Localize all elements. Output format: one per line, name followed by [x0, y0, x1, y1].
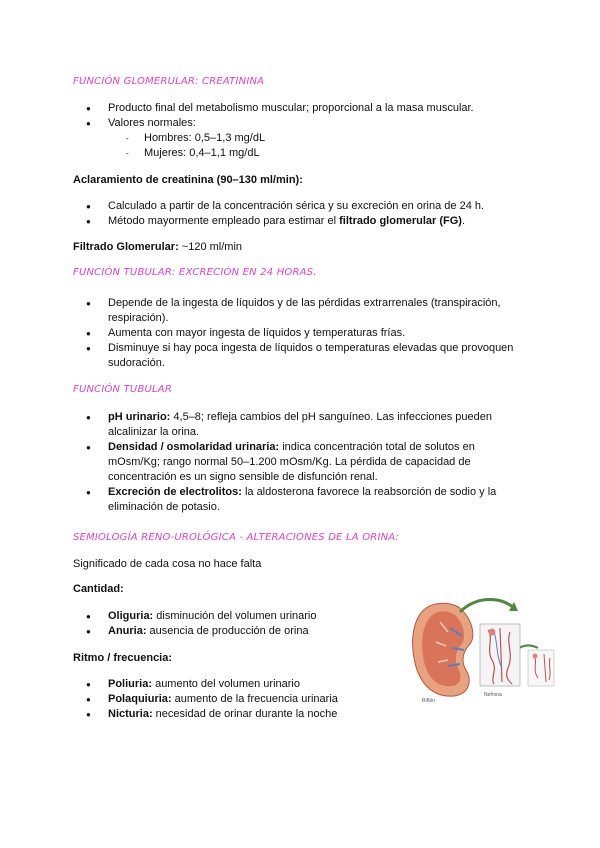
list-item	[86, 341, 513, 371]
list-item-bold: filtrado glomerular (FG)	[339, 215, 462, 227]
nephron-icon	[480, 624, 520, 686]
list-item	[86, 116, 474, 161]
sublist-item: - Hombres: 0,5–1,3 mg/dL	[126, 131, 474, 146]
fg-line	[73, 241, 242, 253]
list-item-bold: Poliuria:	[108, 678, 153, 690]
list-item-text: la aldosterona favorece la reabsorción de sodio y la	[241, 486, 497, 498]
fg-label: Filtrado Glomerular:	[73, 241, 179, 253]
list-item	[86, 485, 496, 515]
list-item-text: mOsm/Kg; rango normal 50–1.200 mOsm/Kg. La pérdida de capacidad de	[108, 456, 471, 468]
list-item	[86, 410, 496, 440]
list-cantidad	[86, 609, 316, 639]
list-item: ● Aumenta con mayor ingesta de líquidos y temperaturas frías.	[86, 326, 513, 341]
heading-tubular-24h: FUNCIÓN TUBULAR: EXCRECIÓN EN 24 HORAS.	[73, 267, 317, 278]
list-ritmo	[86, 677, 338, 722]
list-item-text: Depende de la ingesta de líquidos y de las pérdidas extrarrenales (transpiración,	[108, 297, 501, 309]
list-item	[86, 707, 338, 722]
list-item-bold: pH urinario:	[108, 411, 171, 423]
nephron-detail-icon	[528, 650, 554, 686]
list-item-text: ausencia de producción de orina	[146, 625, 309, 637]
kidney-icon	[413, 603, 473, 696]
list-item	[86, 296, 513, 326]
list-item-text: eliminación de potasio.	[108, 501, 220, 513]
list-glomerular	[86, 101, 474, 161]
aclaramiento-title: Aclaramiento de creatinina (90–130 ml/min):	[73, 174, 303, 186]
list-item	[86, 440, 496, 485]
sublist-values	[108, 131, 474, 161]
list-item-text: Método mayormente empleado para estimar el	[108, 215, 340, 227]
list-item: ● Calculado a partir de la concentración sérica y su excreción en orina de 24 h.	[86, 199, 484, 214]
list-item-bold: Oliguria:	[108, 610, 154, 622]
list-item	[86, 692, 338, 707]
list-item-bold: Nicturia:	[108, 708, 153, 720]
list-item	[86, 214, 484, 229]
heading-tubular: FUNCIÓN TUBULAR	[73, 384, 172, 395]
list-item-bold: Polaquiuria:	[108, 693, 172, 705]
note-text: Significado de cada cosa no hace falta	[73, 558, 262, 570]
label-kidney: Riñón	[422, 698, 436, 704]
list-tubular-24h	[86, 296, 513, 371]
list-item-text: indica concentración total de solutos en	[279, 441, 475, 453]
heading-semiologia: SEMIOLOGÍA RENO-UROLÓGICA - ALTERACIONES DE LA ORINA:	[73, 532, 400, 543]
list-item: ● Producto final del metabolismo muscular; proporcional a la masa muscular.	[86, 101, 474, 116]
list-item-text: 4,5–8; refleja cambios del pH sanguíneo. Las infecciones pueden	[170, 411, 493, 423]
list-item	[86, 609, 316, 624]
list-item-text: respiración).	[108, 312, 169, 324]
list-item-bold: Excreción de electrolitos:	[108, 486, 242, 498]
sublist-item: - Mujeres: 0,4–1,1 mg/dL	[126, 146, 474, 161]
cantidad-title: Cantidad:	[73, 583, 124, 595]
list-item	[86, 624, 316, 639]
list-item-bold: Densidad / osmolaridad urinaria:	[108, 441, 280, 453]
kidney-nephron-illustration	[410, 598, 560, 708]
list-item-text: disminución del volumen urinario	[153, 610, 317, 622]
list-tubular	[86, 410, 496, 515]
fg-value: ~120 ml/min	[178, 241, 243, 253]
list-item-dot: .	[461, 215, 466, 227]
label-nephron: Nefrona	[484, 692, 502, 698]
list-aclaramiento	[86, 199, 484, 229]
list-item-text: alcalinizar la orina.	[108, 426, 200, 438]
list-item-text: concentración es un signo sensible de disfunción renal.	[108, 471, 378, 483]
list-item-label: Valores normales:	[108, 117, 196, 129]
list-item-text: sudoración.	[108, 357, 165, 369]
heading-glomerular: FUNCIÓN GLOMERULAR: CREATININA	[73, 76, 265, 87]
list-item-text: aumento del volumen urinario	[152, 678, 300, 690]
list-item-text: aumento de la frecuencia urinaria	[171, 693, 338, 705]
ritmo-title: Ritmo / frecuencia:	[73, 652, 173, 664]
list-item-bold: Anuria:	[108, 625, 147, 637]
list-item	[86, 677, 338, 692]
list-item-text: Disminuye si hay poca ingesta de líquidos o temperaturas elevadas que provoquen	[108, 342, 514, 354]
list-item-text: necesidad de orinar durante la noche	[152, 708, 338, 720]
